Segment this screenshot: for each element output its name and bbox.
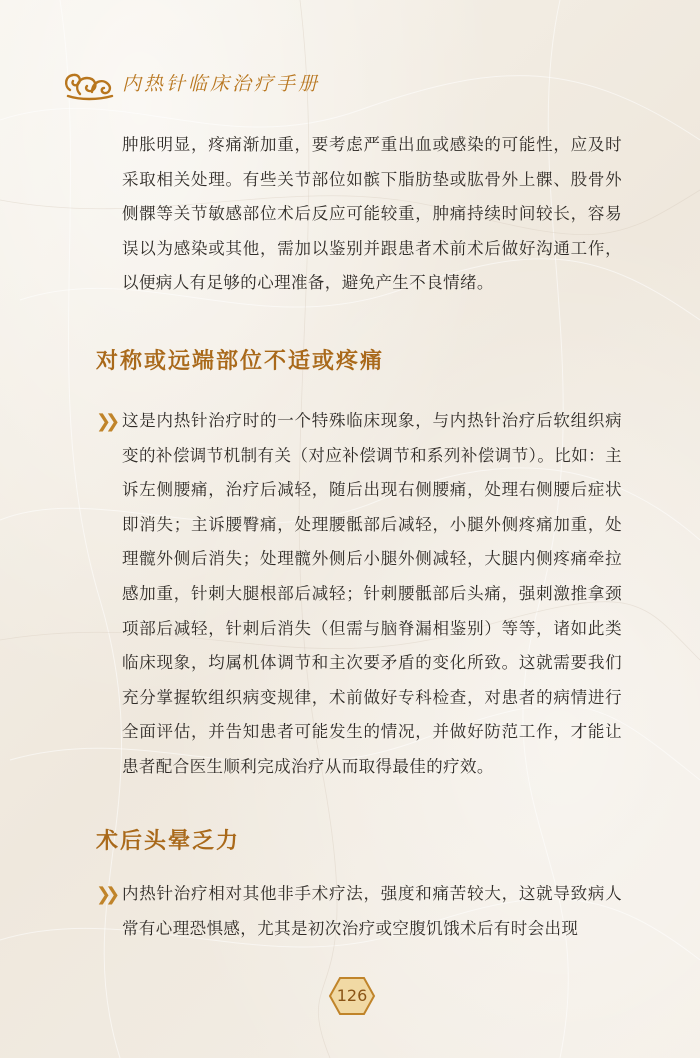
page-number-badge xyxy=(328,976,376,1016)
page-number: 126 xyxy=(336,986,368,1005)
paragraph-continued: 肿胀明显，疼痛渐加重，要考虑严重出血或感染的可能性，应及时采取相关处理。有些关节部位如髌下脂肪垫或肱骨外上髁、股骨外侧髁等关节敏感部位术后反应可能较重，肿痛持续时间较长，容易误以为感染或其他，需加以鉴别并跟患者术前术后做好沟通工作，以便病人有足够的心理准备，避免产生不良情绪。 xyxy=(122,135,622,293)
book-title: 内热针临床治疗手册 xyxy=(122,72,321,95)
double-chevron-right-icon: ❯❯ xyxy=(96,411,115,432)
running-header xyxy=(62,58,320,106)
section-heading-dizziness: 术后头晕乏力 xyxy=(96,829,241,854)
section-heading-symmetric-pain: 对称或远端部位不适或疼痛 xyxy=(96,349,385,374)
section-2-body: 内热针治疗相对其他非手术疗法，强度和痛苦较大，这就导致病人常有心理恐惧感，尤其是初次治疗或空腹饥饿术后有时会出现 xyxy=(122,884,622,938)
cloud-swirl-ornament-icon xyxy=(62,60,118,104)
double-chevron-right-icon: ❯❯ xyxy=(96,884,115,905)
section-1-body: 这是内热针治疗时的一个特殊临床现象，与内热针治疗后软组织病变的补偿调节机制有关（对应补偿调节和系列补偿调节）。比如：主诉左侧腰痛，治疗后减轻，随后出现右侧腰痛，处理右侧腰后症状即消失；主诉腰臀痛，处理腰骶部后减轻，小腿外侧疼痛加重，处理髋外侧后消失；处理髋外侧后小腿外侧减轻，大腿内侧疼痛牵拉感加重，针刺大腿根部后减轻；针刺腰骶部后头痛，强刺激推拿颈项部后减轻，针刺后消失（但需与脑脊漏相鉴别）等等，诸如此类临床现象，均属机体调节和主次要矛盾的变化所致。这就需要我们充分掌握软组织病变规律，术前做好专科检查，对患者的病情进行全面评估，并告知患者可能发生的情况，并做好防范工作，才能让患者配合医生顺利完成治疗从而取得最佳的疗效。 xyxy=(122,411,622,776)
